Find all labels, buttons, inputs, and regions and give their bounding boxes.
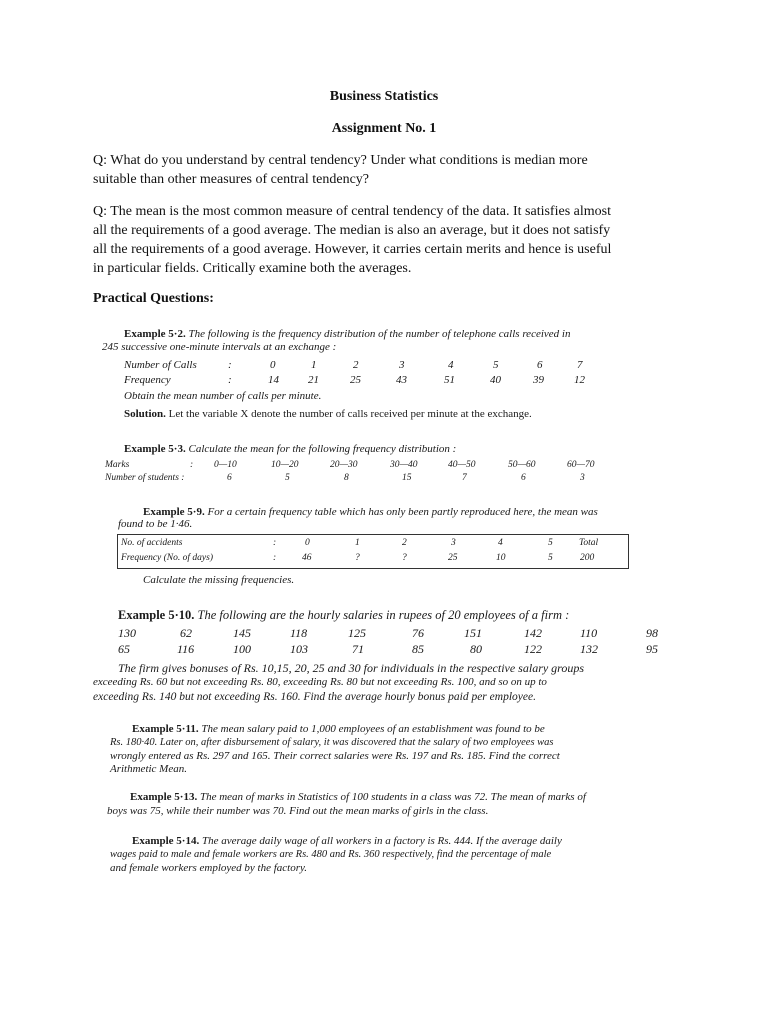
question-2: Q: The mean is the most common measure of central tendency of the data. It satisfies almost all the requirements of a good average. The median is also an average, but it does not satisfy all the requirements of a good average. However, it carries certain merits and hence is useful in particular fields. Critically examine both the averages. <box>93 204 612 276</box>
solution: Solution. Let the variable X denote the number of calls received per minute at the exchange. <box>124 408 532 420</box>
example-label: Example 5·3. <box>124 443 186 455</box>
document-page: Business Statistics Assignment No. 1 Q: What do you understand by central tendency? Under what conditions is median more suitable than other measures of central tendency? Q: The mean is the most common measure of central tendency of the data. It satisfies almost all the requirements of a good average. The median is also an average, but it does not satisfy all the requirements of a good average. However, it carries certain merits and hence is useful in particular fields. Critically examine both the averages. Practical Questions: Example 5·2. The following is the frequency distribution of the number of telephone calls received in 245 successive one-minute intervals at an exchange : Number of Calls : 0 1 2 3 4 5 6 7 Frequency : 14 21 25 43 51 40 39 12 Obtain the mean number of calls per minute. Solution. Let the variable X denote the number of calls received per minute at the exchange. Example 5·3. Calculate the mean for the following frequency distribution : Marks : 0—10 10—20 20—30 30—40 40—50 50—60 60—70 Number of students : 6 5 8 15 7 6 3 Example 5·9. For a certain frequency table which has only been partly reproduced here, the mean was found to be 1·46. No. of accidents : 0 1 2 3 4 5 Total Frequency (No. of days) : 46 ? ? 25 10 5 200 Calculate the missing frequencies. Example 5·10. The following are the hourly salaries in rupees of 20 employees of a firm : 130 62 145 118 125 76 151 142 110 98 65 116 100 103 71 85 80 122 132 95 The firm gives bonuses of Rs. 10,15, 20, 25 and 30 for individuals in the respective salary groups exceeding Rs. 60 but not exceeding Rs. 80, exceeding Rs. 80 but not exceeding Rs. 100, and so on up to exceeding Rs. 140 but not exceeding Rs. 160. Find the average hourly bonus paid per employee. Example 5·11. The mean salary paid to 1,000 employees of an establishment was found to be Rs. 180·40. Later on, after disbursement of salary, it was discovered that the salary of two employees was wrongly entered as Rs. 297 and 165. Their correct salaries were Rs. 197 and Rs. 185. Find the correct Arithmetic Mean. Example 5·13. The mean of marks in Statistics of 100 students in a class was 72. The mean of marks of boys was 75, while their number was 70. Find out the mean marks of girls in the class. Example 5·14. The average daily wage of all workers in a factory is Rs. 444. If the average daily wages paid to male and female workers are Rs. 480 and Rs. 360 respectively, find the percentage of male and female workers employed by the factory. <box>0 0 768 1024</box>
practical-questions-heading: Practical Questions: <box>93 291 214 306</box>
example-label: Example 5·2. <box>124 328 186 340</box>
example-label: Example 5·10. <box>118 608 195 622</box>
document-title: Business Statistics <box>329 89 439 104</box>
example-label: Example 5·14. <box>132 835 200 847</box>
example-label: Example 5·9. <box>143 506 205 518</box>
question-1: Q: What do you understand by central tendency? Under what conditions is median more suitable than other measures of central tendency? <box>93 153 588 187</box>
example-label: Example 5·11. <box>132 723 199 735</box>
assignment-number: Assignment No. 1 <box>331 121 437 136</box>
example-label: Example 5·13. <box>130 791 198 803</box>
